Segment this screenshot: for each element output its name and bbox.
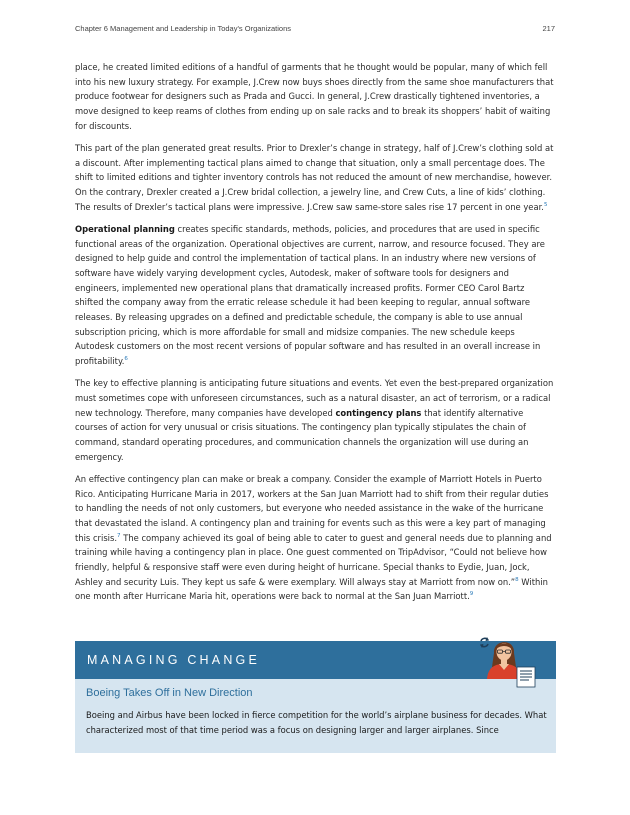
- feature-text: Boeing and Airbus have been locked in fierce competition for the world’s airplane business for decades. What characterized most of that time period was a focus on designing larger and larger airplanes. Since: [86, 710, 547, 735]
- footnote-link[interactable]: 8: [515, 576, 519, 583]
- footnote-link[interactable]: 9: [469, 591, 474, 598]
- manager-illustration-icon: [471, 633, 543, 689]
- refresh-icon: [480, 637, 489, 648]
- footnote-link[interactable]: 6: [124, 356, 128, 363]
- managing-change-feature: [75, 641, 556, 753]
- paragraph: This part of the plan generated great results. Prior to Drexler’s change in strategy, half of J.Crew’s clothing sold at a discount. After implementing tactical plans aimed to change that situation, only a small percentage does. The shift to limited editions and tighter inventory controls has not reduced the amount of new merchandise, however. On the contrary, Drexler created a J.Crew bridal collection, a jewelry line, and Crew Cuts, a line of kids’ clothing. The results of Drexler’s tactical plans were impressive. J.Crew saw same-store sales rise 17 percent in one year.$^5$: [75, 142, 554, 212]
- page-number: 217: [542, 24, 555, 33]
- paragraph: An effective contingency plan can make or break a company. Consider the example of Marriott Hotels in Puerto Rico. Anticipating Hurricane Maria in 2017, workers at the San Juan Marriott had to shift from their regular duties to handling the needs of not only customers, but everyone who needed assistance in the wake of the hurricane that devastated the island. A contingency plan and training for events such as this were a key part of managing this crisis.$^7$ The company achieved its goal of being able to cater to guest and general needs due to planning and training while having a contingency plan in place. One guest commented on TripAdvisor, “Could not believe how friendly, helpful & responsive staff were even during height of hurricane. Special thanks to Eydie, Juan, Jock, Ashley and security Luis. They kept us safe & were exemplary. Will always stay at Marriott from now on.”$^8$ Within one month after Hurricane Maria hit, operations were back to normal at the San Juan Marriott.$^9$: [75, 473, 552, 602]
- paragraph: place, he created limited editions of a handful of garments that he thought would be popular, many of which fell into his new luxury strategy. For example, J.Crew now buys shoes directly from the same shoe manufacturers that produce footwear for designers such as Prada and Gucci. In general, J.Crew drastically tightened inventories, a move designed to keep reams of clothes from ending up on sale racks and to break its shoppers’ habit of waiting for discounts.: [75, 62, 554, 131]
- paragraph: The key to effective planning is anticipating future situations and events. Yet even the best-prepared organization must sometimes cope with unforeseen circumstances, such as a natural disaster, an act of terrorism, or a radical new technology. Therefore, many companies have developed contingency plans that identify alternative courses of action for very unusual or crisis situations. The contingency plan typically stipulates the chain of command, standard operating procedures, and communication channels the organization will use during an emergency.: [75, 378, 554, 462]
- footnote-link[interactable]: 7: [117, 532, 121, 539]
- paragraph: Operational planning creates specific standards, methods, policies, and procedures that are used in specific functional areas of the organization. Operational objectives are current, narrow, and resource focused. They are designed to help guide and control the implementation of tactical plans. In an industry where new versions of software have widely varying development cycles, Autodesk, maker of software tools for designers and engineers, implemented new operational plans that dramatically increased profits. Former CEO Carol Bartz shifted the company away from the erratic release schedule it had been keeping to regular, annual software releases. By releasing upgrades on a defined and predictable schedule, the company is able to use annual subscription pricing, which is more affordable for small and midsize companies. The new schedule keeps Autodesk customers on the most recent versions of popular software and has resulted in an overall increase in profitability.$^6$: [75, 223, 545, 367]
- key-term: contingency plans: [335, 407, 422, 418]
- footnote-link[interactable]: 5: [543, 201, 548, 208]
- page-body: [75, 60, 555, 612]
- feature-subtitle: Boeing Takes Off in New Direction: [86, 687, 253, 699]
- running-head: [75, 24, 555, 38]
- feature-label: MANAGING CHANGE: [87, 653, 261, 667]
- key-term: Operational planning: [75, 223, 175, 234]
- chapter-title: Chapter 6 Management and Leadership in Today's Organizations: [75, 24, 292, 33]
